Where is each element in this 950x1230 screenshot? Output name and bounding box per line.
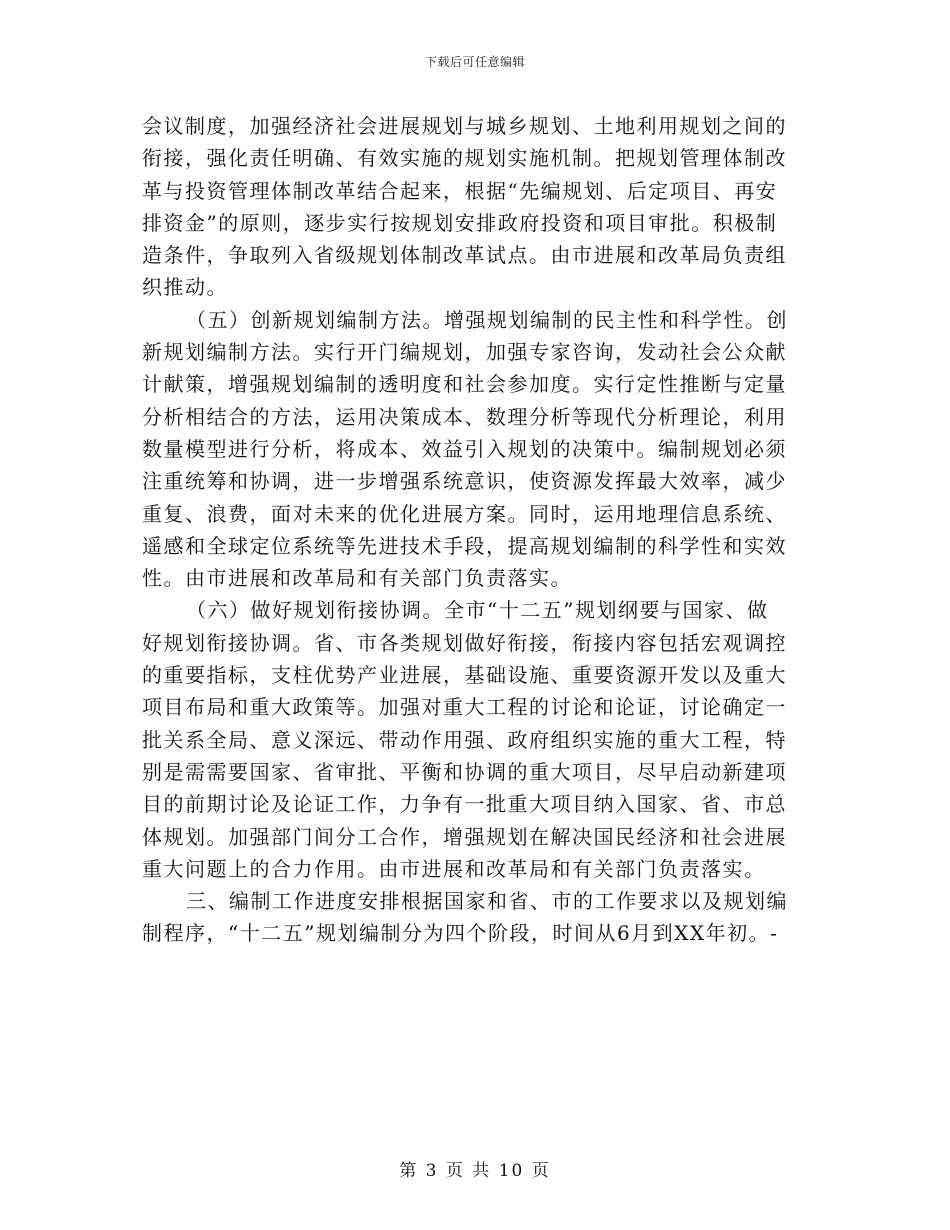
document-body xyxy=(142,110,808,950)
text-line: 分析相结合的方法，运用决策成本、数理分析等现代分析理论，利用 xyxy=(142,404,787,429)
page-number: 第 3 页 共 10 页 xyxy=(399,1161,551,1181)
text-line: 好规划衔接协调。省、市各类规划做好衔接，衔接内容包括宏观调控 xyxy=(142,630,787,655)
text-line: 数量模型进行分析，将成本、效益引入规划的决策中。编制规划必须 xyxy=(142,436,787,461)
text-line: 制程序，“十二五”规划编制分为四个阶段，时间从6月到XX年初。- xyxy=(142,921,779,946)
text-line: 的重要指标，支柱优势产业进展，基础设施、重要资源开发以及重大 xyxy=(142,663,787,688)
text-line: 遥感和全球定位系统等先进技术手段，提高规划编制的科学性和实效 xyxy=(142,533,787,558)
text-line: 计献策，增强规划编制的透明度和社会参加度。实行定性推断与定量 xyxy=(142,372,787,397)
text-line: 三、编制工作进度安排根据国家和省、市的工作要求以及规划编 xyxy=(186,889,788,914)
text-line: 织推动。 xyxy=(142,275,228,300)
text-line: 体规划。加强部门间分工合作，增强规划在解决国民经济和社会进展 xyxy=(142,824,787,849)
page-header: 下载后可任意编辑 xyxy=(424,55,525,69)
text-line: 项目布局和重大政策等。加强对重大工程的讨论和论证，讨论确定一 xyxy=(142,695,787,720)
text-line: 革与投资管理体制改革结合起来，根据“先编规划、后定项目、再安 xyxy=(142,178,778,203)
text-line: 衔接，强化责任明确、有效实施的规划实施机制。把规划管理体制改 xyxy=(142,146,787,171)
text-line: （六）做好规划衔接协调。全市“十二五”规划纲要与国家、做 xyxy=(186,598,769,623)
text-line: 目的前期讨论及论证工作，力争有一批重大项目纳入国家、省、市总 xyxy=(142,792,787,817)
text-line: 排资金”的原则，逐步实行按规划安排政府投资和项目审批。积极制 xyxy=(142,210,778,235)
text-line: 新规划编制方法。实行开门编规划，加强专家咨询，发动社会公众献 xyxy=(142,340,787,365)
text-line: 批关系全局、意义深远、带动作用强、政府组织实施的重大工程，特 xyxy=(142,727,787,752)
text-line: 造条件，争取列入省级规划体制改革试点。由市进展和改革局负责组 xyxy=(142,243,787,268)
text-line: （五）创新规划编制方法。增强规划编制的民主性和科学性。创 xyxy=(186,307,788,332)
text-line: 注重统筹和协调，进一步增强系统意识，使资源发挥最大效率，减少 xyxy=(142,469,787,494)
text-line: 重复、浪费，面对未来的优化进展方案。同时，运用地理信息系统、 xyxy=(142,501,787,526)
text-line: 别是需需要国家、省审批、平衡和协调的重大项目，尽早启动新建项 xyxy=(142,759,787,784)
text-line: 重大问题上的合力作用。由市进展和改革局和有关部门负责落实。 xyxy=(142,856,766,881)
text-line: 会议制度，加强经济社会进展规划与城乡规划、土地利用规划之间的 xyxy=(142,114,787,138)
text-line: 性。由市进展和改革局和有关部门负责落实。 xyxy=(142,566,572,591)
